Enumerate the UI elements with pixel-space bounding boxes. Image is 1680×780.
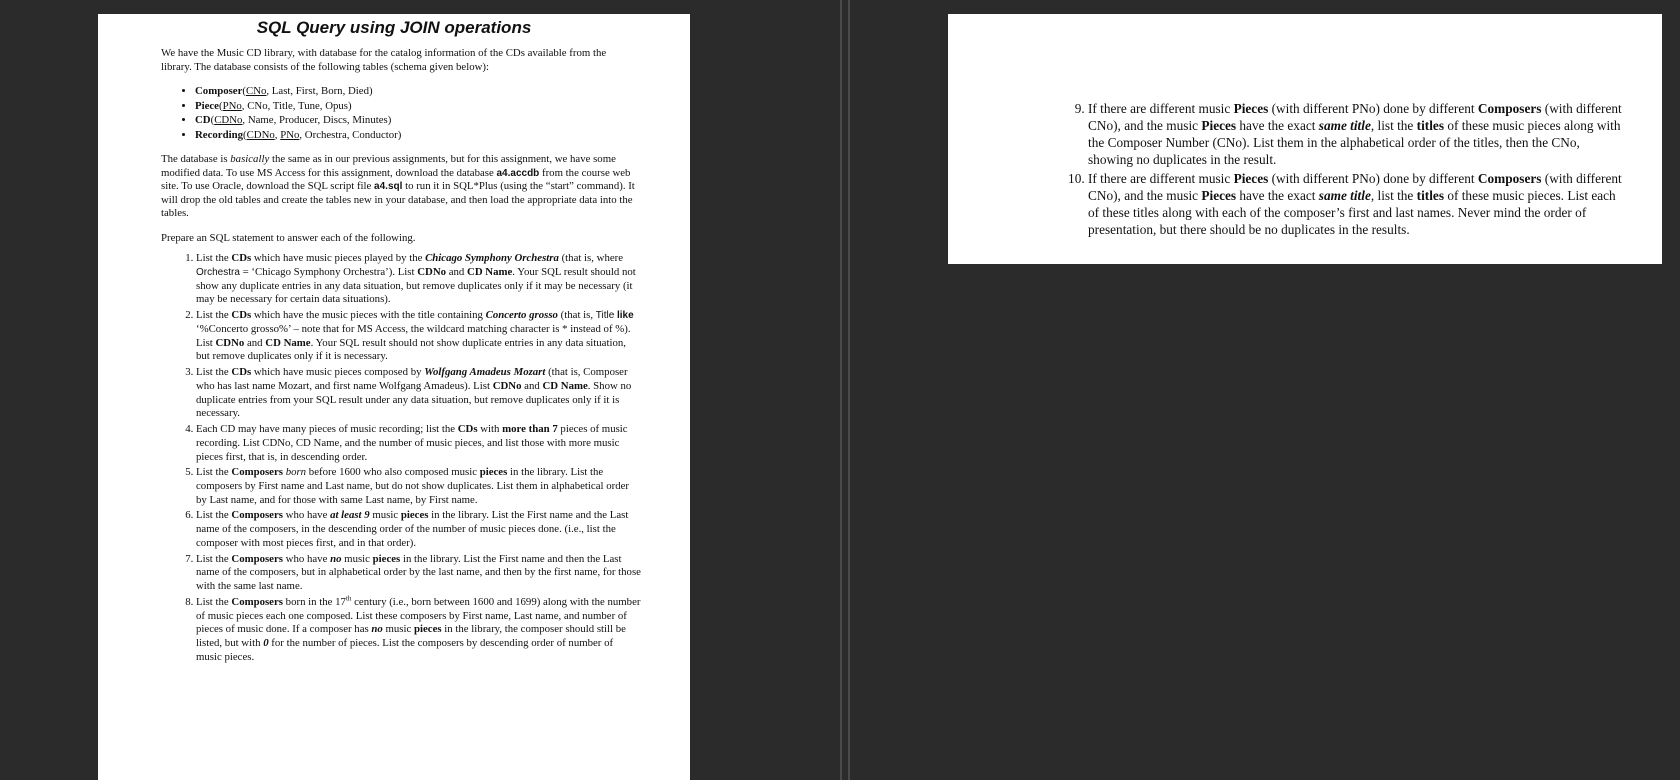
schema-cd: • CD(CDNo, Name, Producer, Discs, Minutes) bbox=[195, 113, 635, 128]
schema-list bbox=[180, 84, 635, 142]
pane-divider-right[interactable] bbox=[848, 0, 850, 780]
question-list bbox=[178, 252, 641, 666]
question-3: 3. List the CDs which have music pieces composed by Wolfgang Amadeus Mozart (that is, Composer who has last name Mozart, and first name Wolfgang Amadeus). List CDNo and CD Name. Show no duplicate entries from your SQL result under any data situation, but remove duplicates only if it is necessary. bbox=[196, 366, 641, 421]
schema-composer: • Composer(CNo, Last, First, Born, Died) bbox=[195, 84, 635, 99]
question-6: 6. List the Composers who have at least 9 music pieces in the library. List the First name and the Last name of the composers, in the descending order of the number of music pieces done. (i.e., list the composer with most pieces first, and in that order). bbox=[196, 509, 641, 550]
question-10: 10. If there are different music Pieces (with different PNo) done by different Composers (with different CNo), and the music Pieces have the exact same title, list the titles of these music pieces. List each of these titles along with each of the composer’s first and last names. Never mind the order of presentation, but there should be no duplicates in the results. bbox=[1088, 170, 1622, 238]
question-list-continued bbox=[1068, 100, 1622, 240]
question-2: 2. List the CDs which have the music pieces with the title containing Concerto grosso (that is, Title like ‘%Concerto grosso%’ – note that for MS Access, the wildcard matching character is * instead of %). List CDNo and CD Name. Your SQL result should not show duplicate entries in any data situation, but remove duplicates only if it is necessary. bbox=[196, 309, 641, 364]
question-9: 9. If there are different music Pieces (with different PNo) done by different Composers (with different CNo), and the music Pieces have the exact same title, list the titles of these music pieces along with the Composer Number (CNo). List them in the alphabetical order of the titles, then the CNo, showing no duplicates in the result. bbox=[1088, 100, 1622, 168]
pane-divider-left[interactable] bbox=[840, 0, 842, 780]
schema-piece: • Piece(PNo, CNo, Title, Tune, Opus) bbox=[195, 99, 635, 114]
question-1: 1. List the CDs which have music pieces played by the Chicago Symphony Orchestra (that is, where Orchestra = ‘Chicago Symphony Orchestra’). List CDNo and CD Name. Your SQL result should not show any duplicate entries in any data situation, but remove duplicates only if it may be necessary (it may be necessary for certain data situations). bbox=[196, 252, 641, 307]
intro-paragraph: We have the Music CD library, with database for the catalog information of the CDs available from the library. The database consists of the following tables (schema given below): bbox=[161, 47, 607, 73]
question-4: 4. Each CD may have many pieces of music recording; list the CDs with more than 7 pieces of music recording. List CDNo, CD Name, and the number of music pieces, and list those with more music pieces first, that is, in descending order. bbox=[196, 423, 641, 464]
document-page-2 bbox=[948, 14, 1662, 264]
page-title: SQL Query using JOIN operations bbox=[256, 18, 532, 37]
question-8: 8. List the Composers born in the 17th century (i.e., born between 1600 and 1699) along with the number of music pieces each one composed. List these composers by First name, Last name, and number of pieces of music done. If a composer has no music pieces in the library, the composer should still be listed, but with 0 for the number of pieces. List the composers by descending order of number of music pieces. bbox=[196, 596, 641, 665]
schema-recording: • Recording(CDNo, PNo, Orchestra, Conductor) bbox=[195, 128, 635, 143]
database-paragraph: The database is basically the same as in our previous assignments, but for this assignment, we have some modified data. To use MS Access for this assignment, download the database a4.accdb from the course web site. To use Oracle, download the SQL script file a4.sql to run it in SQL*Plus (using the “start” command). It will drop the old tables and create the tables new in your database, and then load the appropriate data into the tables. bbox=[161, 153, 635, 220]
question-5: 5. List the Composers born before 1600 who also composed music pieces in the library. List the composers by First name and Last name, but do not show duplicates. List them in alphabetical order by Last name, and for those with same Last name, by First name. bbox=[196, 466, 641, 507]
question-7: 7. List the Composers who have no music pieces in the library. List the First name and then the Last name of the composers, but in alphabetical order by the last name, and then by the first name, for those with the same last name. bbox=[196, 553, 641, 594]
document-page-1 bbox=[98, 14, 690, 780]
prepare-paragraph: Prepare an SQL statement to answer each of the following. bbox=[161, 232, 416, 244]
